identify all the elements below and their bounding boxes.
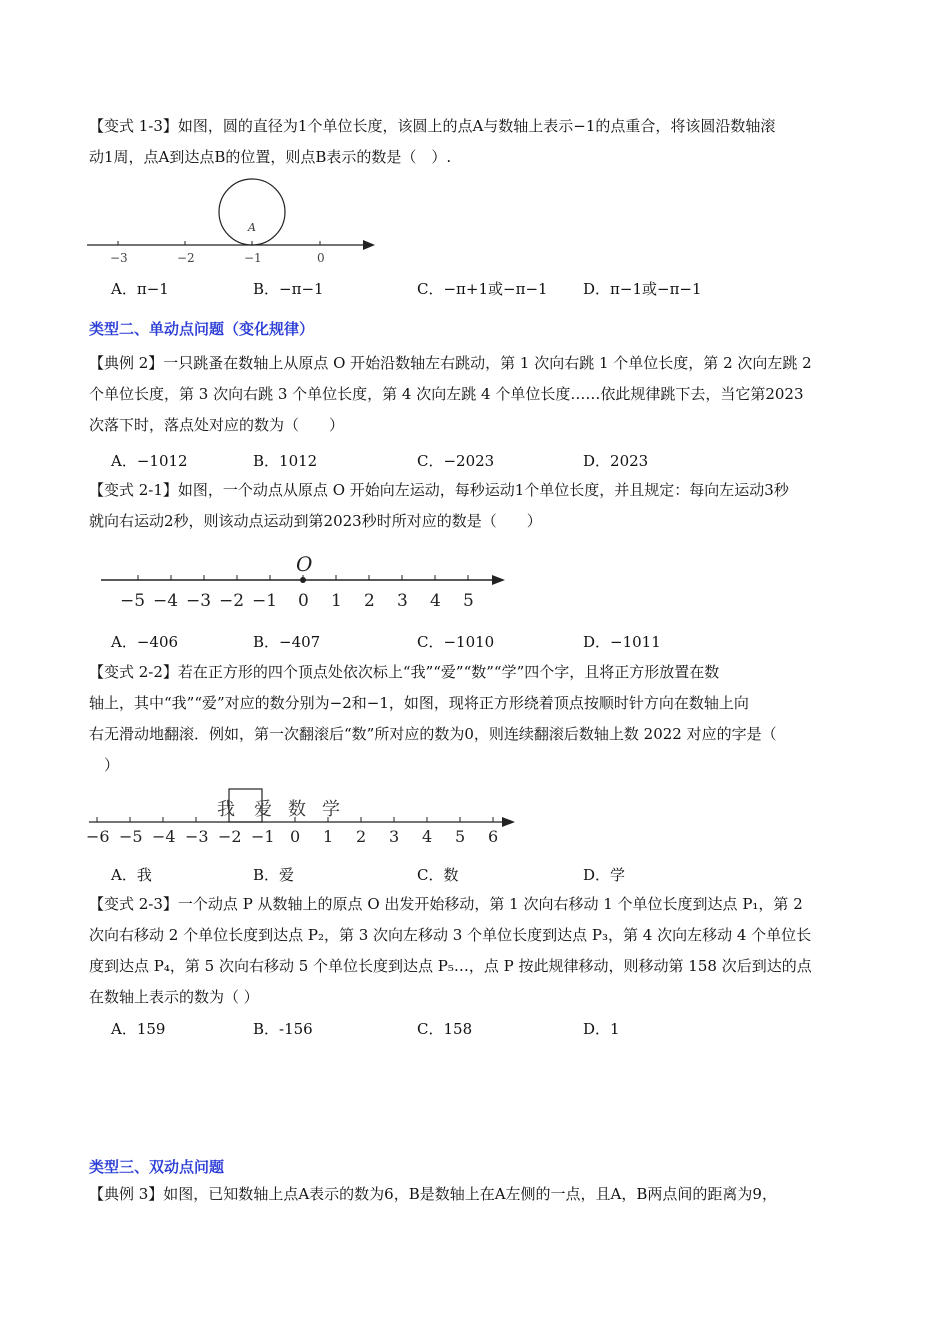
tick-label: 4 xyxy=(430,591,441,611)
tick-label: −2 xyxy=(218,827,242,846)
axis-arrow xyxy=(363,240,375,250)
question-text: 度到达点 P₄，第 5 次向右移动 5 个单位长度到达点 P₅…，点 P 按此规律移动，则移动第 158 次后到达的点 xyxy=(89,957,812,975)
tick-label: 4 xyxy=(422,827,433,846)
answer-options xyxy=(111,450,751,474)
option-a[interactable]: A．159 xyxy=(111,1020,166,1038)
question-variant-2-1 xyxy=(89,475,864,537)
tick-label: 3 xyxy=(397,591,408,611)
question-variant-2-2 xyxy=(89,657,864,781)
axis-ticks xyxy=(118,241,320,245)
square-char: 爱 xyxy=(254,799,272,820)
option-b[interactable]: B．−π−1 xyxy=(253,280,324,298)
question-example-3 xyxy=(89,1179,864,1210)
option-a[interactable]: A．我 xyxy=(111,866,152,884)
section-heading: 类型三、双动点问题 xyxy=(89,1158,225,1176)
tick-label: −3 xyxy=(110,251,128,265)
section-heading: 类型二、单动点问题（变化规律） xyxy=(89,320,315,338)
number-line-square-figure xyxy=(85,784,520,848)
axis-ticks xyxy=(97,817,493,822)
option-c[interactable]: C．158 xyxy=(417,1020,473,1038)
question-text: 个单位长度，第 3 次向右跳 3 个单位长度，第 4 次向左跳 4 个单位长度……依此规律跳下去，当它第2023 xyxy=(89,385,804,403)
tick-label: −5 xyxy=(120,591,146,611)
tick-label: 5 xyxy=(463,591,474,611)
axis-ticks xyxy=(138,575,468,580)
question-text: 【变式 1-3】如图，圆的直径为1个单位长度，该圆上的点A与数轴上表示−1的点重合，将该圆沿数轴滚 xyxy=(89,117,776,135)
tick-label: −6 xyxy=(86,827,110,846)
question-text: 【变式 2-2】若在正方形的四个顶点处依次标上“我”“爱”“数”“学”四个字，且将正方形放置在数 xyxy=(89,663,720,681)
question-text: 【典例 2】一只跳蚤在数轴上从原点 O 开始沿数轴左右跳动，第 1 次向右跳 1 个单位长度，第 2 次向左跳 2 xyxy=(89,354,812,372)
question-variant-1-3 xyxy=(89,111,864,173)
option-d[interactable]: D．2023 xyxy=(583,452,649,470)
option-a[interactable]: A．−1012 xyxy=(111,452,188,470)
tick-label: 5 xyxy=(455,827,466,846)
question-text: 动1周，点A到达点B的位置，则点B表示的数是（ ）. xyxy=(89,148,452,166)
question-example-2 xyxy=(89,348,864,441)
tick-label: −1 xyxy=(251,827,275,846)
option-c[interactable]: C．数 xyxy=(417,866,459,884)
tick-label: −2 xyxy=(219,591,245,611)
question-text: 就向右运动2秒，则该动点运动到第2023秒时所对应的数是（ ） xyxy=(89,512,542,530)
option-d[interactable]: D．1 xyxy=(583,1020,620,1038)
tick-label: 2 xyxy=(356,827,367,846)
answer-options xyxy=(111,631,751,655)
option-b[interactable]: B．-156 xyxy=(253,1020,313,1038)
question-variant-2-3 xyxy=(89,889,864,1013)
question-text: 次落下时，落点处对应的数为（ ） xyxy=(89,416,345,434)
tick-label: −4 xyxy=(152,827,176,846)
question-text: 【变式 2-1】如图，一个动点从原点 O 开始向左运动，每秒运动1个单位长度，并且规定：每向左运动3秒 xyxy=(89,481,789,499)
number-line-origin-figure xyxy=(95,550,515,618)
square-char: 我 xyxy=(217,799,235,820)
axis-arrow xyxy=(492,575,505,585)
option-a[interactable]: A．π−1 xyxy=(111,280,169,298)
option-b[interactable]: B．−407 xyxy=(253,633,321,651)
tick-label: 1 xyxy=(331,591,342,611)
tick-label: 1 xyxy=(323,827,334,846)
square-char: 学 xyxy=(322,799,340,820)
origin-label: O xyxy=(296,552,313,576)
question-text: 【典例 3】如图，已知数轴上点A表示的数为6，B是数轴上在A左侧的一点，且A，B两点间的距离为9， xyxy=(89,1185,777,1203)
question-text: 【变式 2-3】一个动点 P 从数轴上的原点 O 出发开始移动，第 1 次向右移动 1 个单位长度到达点 P₁，第 2 xyxy=(89,895,803,913)
tick-label: −2 xyxy=(177,251,195,265)
option-c[interactable]: C．−2023 xyxy=(417,452,495,470)
option-a[interactable]: A．−406 xyxy=(111,633,179,651)
rolling-circle xyxy=(219,179,285,245)
tick-label: −3 xyxy=(185,827,209,846)
option-c[interactable]: C．−π+1或−π−1 xyxy=(417,280,548,298)
option-b[interactable]: B．爱 xyxy=(253,866,295,884)
tick-label: 0 xyxy=(290,827,301,846)
question-text: 在数轴上表示的数为（ ） xyxy=(89,988,259,1006)
tick-label: −4 xyxy=(153,591,179,611)
option-b[interactable]: B．1012 xyxy=(253,452,318,470)
square-char: 数 xyxy=(288,799,306,820)
tick-label: 2 xyxy=(364,591,375,611)
answer-options xyxy=(111,278,751,302)
option-d[interactable]: D．π−1或−π−1 xyxy=(583,280,702,298)
option-c[interactable]: C．−1010 xyxy=(417,633,495,651)
answer-options xyxy=(111,864,751,888)
question-text: 右无滑动地翻滚．例如，第一次翻滚后“数”所对应的数为0，则连续翻滚后数轴上数 2022 对应的字是（ xyxy=(89,725,777,743)
question-text: 次向右移动 2 个单位长度到达点 P₂，第 3 次向左移动 3 个单位长度到达点 P₃，第 4 次向左移动 4 个单位长 xyxy=(89,926,812,944)
tick-label: −5 xyxy=(119,827,143,846)
tick-label: 0 xyxy=(317,251,325,265)
tick-label: −3 xyxy=(186,591,212,611)
tick-label: −1 xyxy=(252,591,278,611)
tick-label: 3 xyxy=(389,827,400,846)
tick-label: 6 xyxy=(488,827,499,846)
number-line-circle-figure xyxy=(85,176,385,268)
option-d[interactable]: D．−1011 xyxy=(583,633,661,651)
question-text: 轴上，其中“我”“爱”对应的数分别为−2和−1，如图，现将正方形绕着顶点按顺时针方向在数轴上向 xyxy=(89,694,749,712)
tick-label: 0 xyxy=(298,591,309,611)
answer-options xyxy=(111,1018,751,1042)
option-d[interactable]: D．学 xyxy=(583,866,626,884)
axis-arrow xyxy=(502,817,515,827)
tick-label: −1 xyxy=(244,251,262,265)
point-a-label: A xyxy=(248,221,256,234)
question-text: ） xyxy=(89,756,120,774)
